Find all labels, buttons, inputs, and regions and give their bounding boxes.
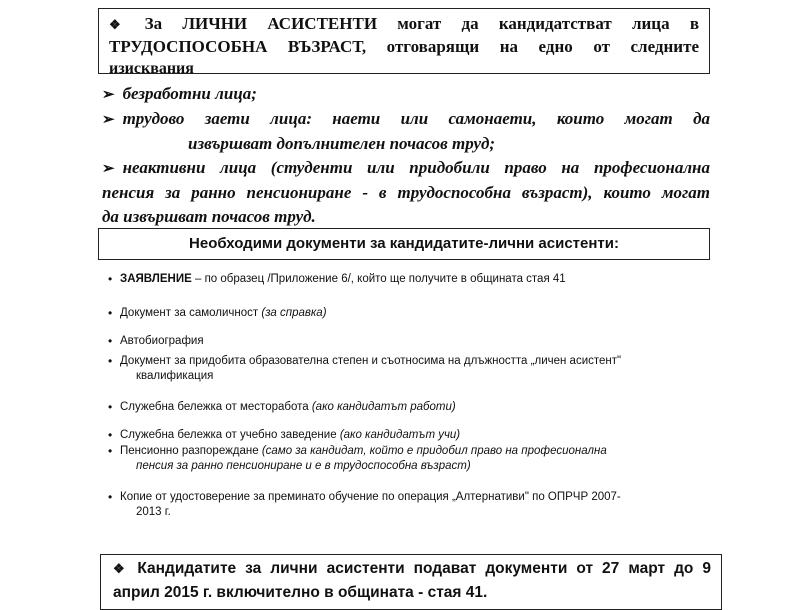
- document-item-training-certificate: • Копие от удостоверение за преминато обучение по операция „Алтернативи" по ОПРЧР 2007- 2013 г.: [108, 490, 621, 518]
- eligibility-line-1: ❖ За ЛИЧНИ АСИСТЕНТИ могат да кандидатстват лица в: [109, 14, 700, 33]
- arrow-bullet-icon: ➢: [102, 112, 115, 128]
- criteria-item-employed: ➢ трудово заети лица: наети или самонаети, които могат да: [102, 109, 710, 128]
- diamond-bullet-icon: ❖: [109, 17, 137, 32]
- criteria-item-employed-cont: извършват допълнителен почасов труд;: [188, 134, 496, 153]
- eligibility-line-2: ТРУДОСПОСОБНА ВЪЗРАСТ, отговарящи на едно от следните: [109, 37, 699, 56]
- dot-bullet-icon: •: [108, 428, 113, 442]
- document-item-work-certificate: • Служебна бележка от месторабота (ако кандидатът работи): [108, 400, 456, 414]
- deadline-box: [100, 554, 722, 610]
- document-item-education: • Документ за придобита образователна степен и съотносима на длъжността „личен асистент" квалификация: [108, 354, 622, 382]
- criteria-list: [102, 82, 710, 229]
- diamond-bullet-icon: ❖: [113, 561, 130, 576]
- arrow-bullet-icon: ➢: [102, 161, 115, 177]
- criteria-item-inactive-cont-1: пенсия за ранно пенсиониране - в трудоспособна възраст), които могат: [102, 183, 710, 202]
- dot-bullet-icon: •: [108, 354, 113, 368]
- documents-header: Необходими документи за кандидатите-лични асистенти:: [98, 228, 710, 260]
- dot-bullet-icon: •: [108, 272, 113, 286]
- deadline-line-1: ❖ Кандидатите за лични асистенти подават документи от 27 март до 9: [113, 560, 712, 577]
- dot-bullet-icon: •: [108, 490, 113, 504]
- document-item-application: • ЗАЯВЛЕНИЕ – по образец /Приложение 6/, който ще получите в общината стая 41: [108, 272, 566, 286]
- dot-bullet-icon: •: [108, 444, 113, 458]
- dot-bullet-icon: •: [108, 306, 113, 320]
- document-item-school-certificate: • Служебна бележка от учебно заведение (ако кандидатът учи): [108, 428, 461, 442]
- dot-bullet-icon: •: [108, 334, 113, 348]
- document-item-pension-order: • Пенсионно разпореждане (само за кандидат, който е придобил право на професионална пенсия за ранно пенсиониране и е в трудоспособна възраст): [108, 444, 607, 472]
- document-item-cv: • Автобиография: [108, 334, 204, 348]
- criteria-item-inactive-cont-2: да извършват почасов труд.: [102, 207, 316, 226]
- dot-bullet-icon: •: [108, 400, 113, 414]
- criteria-item-unemployed: ➢ безработни лица;: [102, 84, 257, 103]
- criteria-item-inactive: ➢ неактивни лица (студенти или придобили право на професионална: [102, 158, 710, 177]
- document-item-identity: • Документ за самоличност (за справка): [108, 306, 327, 320]
- deadline-line-2: април 2015 г. включително в общината - стая 41.: [113, 584, 488, 601]
- eligibility-line-3: изисквания: [109, 60, 194, 77]
- arrow-bullet-icon: ➢: [102, 87, 115, 103]
- eligibility-box: [98, 8, 710, 77]
